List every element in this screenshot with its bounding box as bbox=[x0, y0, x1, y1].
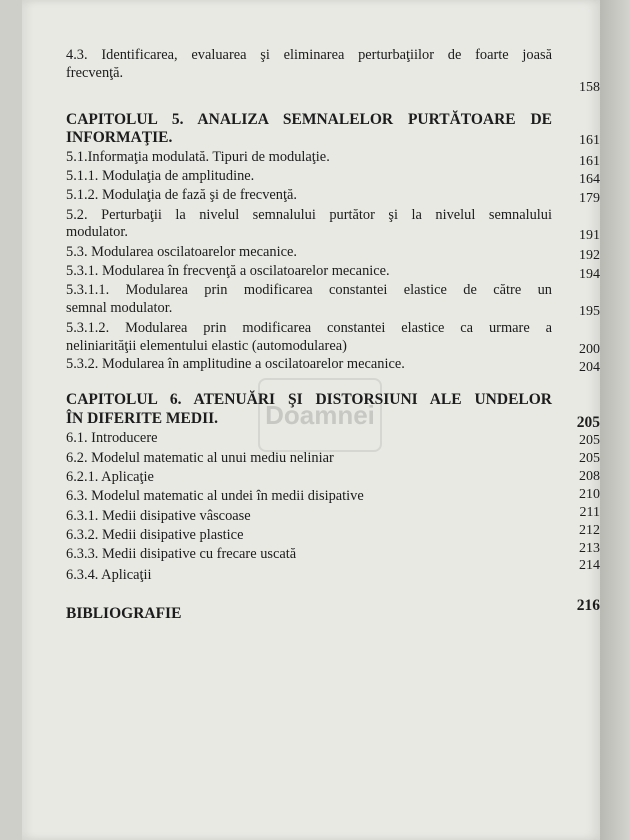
toc-entry: frecvenţă. bbox=[66, 65, 124, 81]
toc-entry: 5.1.2. Modulaţia de fază şi de frecvenţă. bbox=[66, 187, 297, 203]
toc-entry: 5.3.1.1. Modularea prin modificarea constantei elastice de către un bbox=[66, 282, 552, 298]
page-number: 179 bbox=[579, 191, 600, 206]
toc-entry: 6.3.3. Medii disipative cu frecare uscată bbox=[66, 546, 297, 562]
toc-entry: modulator. bbox=[66, 224, 128, 240]
page-number: 216 bbox=[576, 597, 600, 614]
chapter-heading: INFORMAŢIE. bbox=[66, 129, 173, 146]
toc-entry: 5.1.Informaţia modulată. Tipuri de modulaţie. bbox=[66, 149, 330, 165]
chapter-heading: ÎN DIFERITE MEDII. bbox=[66, 410, 219, 427]
page-number: 205 bbox=[579, 451, 600, 466]
page-number: 158 bbox=[579, 80, 600, 95]
watermark-logo: Doamnei bbox=[258, 378, 382, 452]
page-number: 208 bbox=[579, 469, 600, 484]
toc-entry: 5.3. Modularea oscilatoarelor mecanice. bbox=[66, 244, 297, 260]
toc-entry: neliniarităţii elementului elastic (automodularea) bbox=[66, 338, 347, 354]
page-number: 210 bbox=[579, 487, 600, 502]
page-number: 204 bbox=[579, 360, 600, 375]
toc-entry: 5.3.1. Modularea în frecvenţă a oscilatoarelor mecanice. bbox=[66, 263, 390, 279]
page-number: 161 bbox=[579, 154, 600, 169]
toc-entry: 6.3. Modelul matematic al undei în medii disipative bbox=[66, 488, 364, 504]
page-number: 161 bbox=[579, 133, 600, 148]
page-number: 213 bbox=[579, 541, 600, 556]
toc-entry: 6.3.1. Medii disipative vâscoase bbox=[66, 508, 251, 524]
toc-entry: 5.2. Perturbaţii la nivelul semnalului purtător şi la nivelul semnalului bbox=[66, 207, 552, 223]
page-number: 214 bbox=[579, 558, 600, 573]
toc-entry: 6.2.1. Aplicaţie bbox=[66, 469, 154, 485]
page-number: 205 bbox=[576, 414, 600, 431]
page-number: 191 bbox=[579, 228, 600, 243]
chapter-heading: BIBLIOGRAFIE bbox=[66, 605, 182, 622]
chapter-heading: CAPITOLUL 5. ANALIZA SEMNALELOR PURTĂTOARE DE bbox=[66, 111, 552, 128]
toc-entry: 6.3.2. Medii disipative plastice bbox=[66, 527, 244, 543]
page-number: 192 bbox=[579, 248, 600, 263]
toc-entry: semnal modulator. bbox=[66, 300, 173, 316]
page-number: 200 bbox=[579, 342, 600, 357]
page-number: 212 bbox=[579, 523, 600, 538]
toc-entry: 5.3.2. Modularea în amplitudine a oscilatoarelor mecanice. bbox=[66, 356, 405, 372]
toc-entry: 5.1.1. Modulaţia de amplitudine. bbox=[66, 168, 255, 184]
page-edge bbox=[600, 0, 630, 840]
page-number: 164 bbox=[579, 172, 600, 187]
toc-entry: 6.3.4. Aplicaţii bbox=[66, 567, 152, 583]
toc-entry: 5.3.1.2. Modularea prin modificarea constantei elastice ca urmare a bbox=[66, 320, 552, 336]
chapter-heading: CAPITOLUL 6. ATENUĂRI ŞI DISTORSIUNI ALE UNDELOR bbox=[66, 391, 552, 408]
page-number: 211 bbox=[579, 505, 600, 520]
toc-entry: 6.2. Modelul matematic al unui mediu neliniar bbox=[66, 450, 334, 466]
page-number: 195 bbox=[579, 304, 600, 319]
page-number: 194 bbox=[579, 267, 600, 282]
toc-entry: 4.3. Identificarea, evaluarea şi eliminarea perturbaţiilor de foarte joasă bbox=[66, 47, 552, 63]
toc-entry: 6.1. Introducere bbox=[66, 430, 158, 446]
page-number: 205 bbox=[579, 433, 600, 448]
